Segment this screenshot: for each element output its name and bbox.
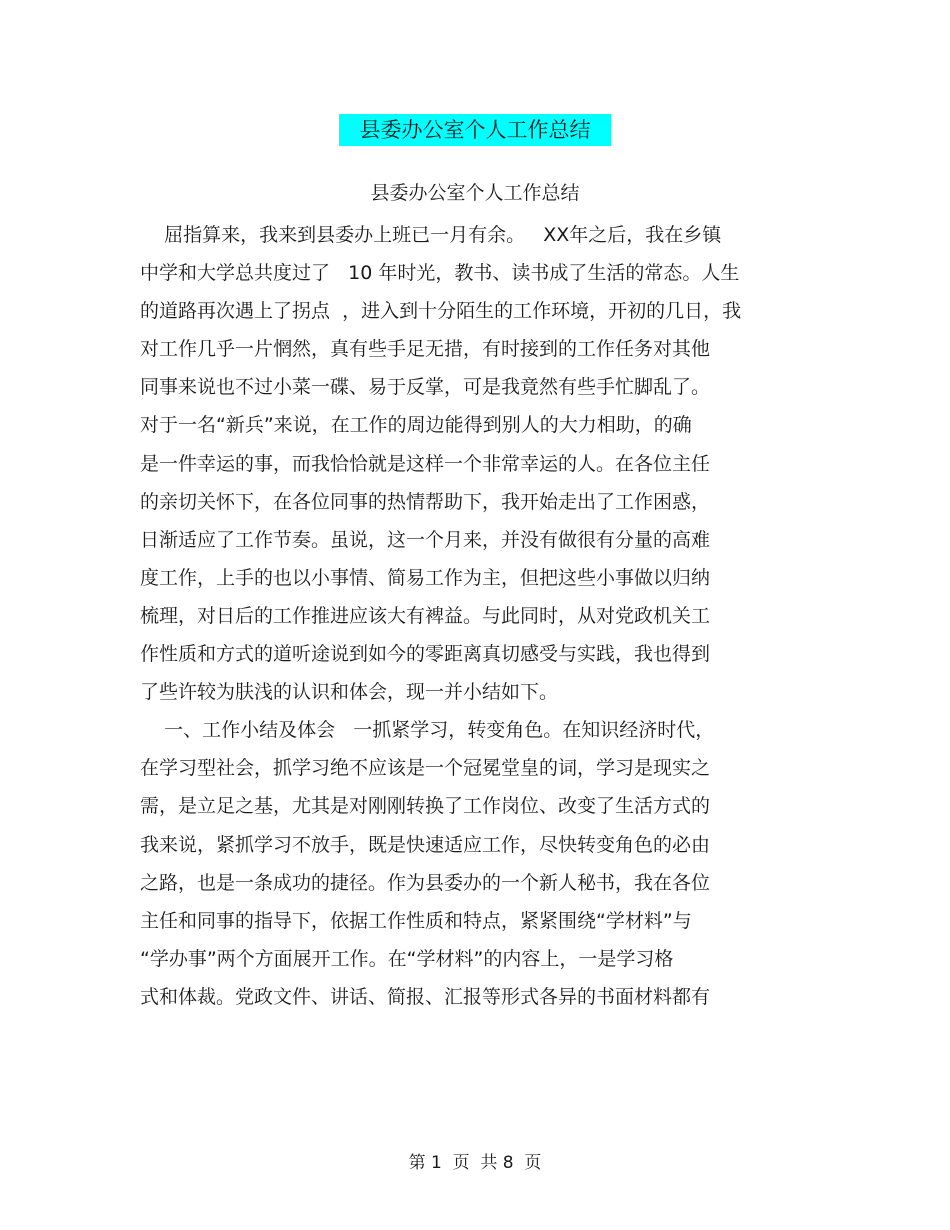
body-text-line: 式和体裁。党政文件、讲话、简报、汇报等形式各异的书面材料都有 — [140, 985, 711, 1008]
body-text-line: 是一件幸运的事，而我恰恰就是这样一个非常幸运的人。在各位主任 — [140, 452, 711, 475]
body-text-line: 对于一名“新兵”来说，在工作的周边能得到别人的大力相助，的确 — [140, 414, 692, 437]
body-text-line: 同事来说也不过小菜一碟、易于反掌，可是我竟然有些手忙脚乱了。 — [140, 376, 711, 399]
body-text-line: 的道路再次遇上了拐点 ，进入到十分陌生的工作环境，开初的几日，我 — [140, 300, 742, 323]
body-text-line: 中学和大学总共度过了 10 年时光，教书、读书成了生活的常态。人生 — [140, 262, 740, 285]
document-subtitle: 县委办公室个人工作总结 — [370, 182, 580, 204]
body-text-line: 的亲切关怀下，在各位同事的热情帮助下，我开始走出了工作困惑， — [140, 490, 711, 513]
body-text-line: 屈指算来，我来到县委办上班已一月有余。 XX年之后，我在乡镇 — [140, 224, 722, 246]
body-text-line: 在学习型社会，抓学习绝不应该是一个冠冕堂皇的词，学习是现实之 — [140, 757, 711, 780]
body-text-line: “学办事”两个方面展开工作。在“学材料”的内容上，一是学习格 — [140, 947, 674, 970]
body-text-line: 主任和同事的指导下，依据工作性质和特点，紧紧围绕“学材料”与 — [140, 909, 692, 932]
page-number-footer: 第 1 页 共 8 页 — [408, 1153, 542, 1173]
document-title: 县委办公室个人工作总结 — [339, 114, 611, 146]
body-text-line: 度工作，上手的也以小事情、简易工作为主，但把这些小事做以归纳 — [140, 566, 711, 589]
body-text-line: 我来说，紧抓学习不放手，既是快速适应工作，尽快转变角色的必由 — [140, 833, 711, 856]
body-text-line: 梳理，对日后的工作推进应该大有裨益。与此同时，从对党政机关工 — [140, 604, 711, 627]
body-text-line: 日渐适应了工作节奏。虽说，这一个月来，并没有做很有分量的高难 — [140, 528, 711, 551]
body-text-line: 之路，也是一条成功的捷径。作为县委办的一个新人秘书，我在各位 — [140, 871, 711, 894]
document-body — [140, 219, 800, 1019]
body-text-line: 了些许较为肤浅的认识和体会，现一并小结如下。 — [140, 681, 559, 704]
body-text-line: 需，是立足之基，尤其是对刚刚转换了工作岗位、改变了生活方式的 — [140, 795, 711, 818]
body-text-line: 一、工作小结及体会 一抓紧学习，转变角色。在知识经济时代， — [140, 719, 715, 742]
body-text-line: 对工作几乎一片惘然，真有些手足无措，有时接到的工作任务对其他 — [140, 338, 711, 361]
body-text-line: 作性质和方式的道听途说到如今的零距离真切感受与实践，我也得到 — [140, 643, 711, 666]
